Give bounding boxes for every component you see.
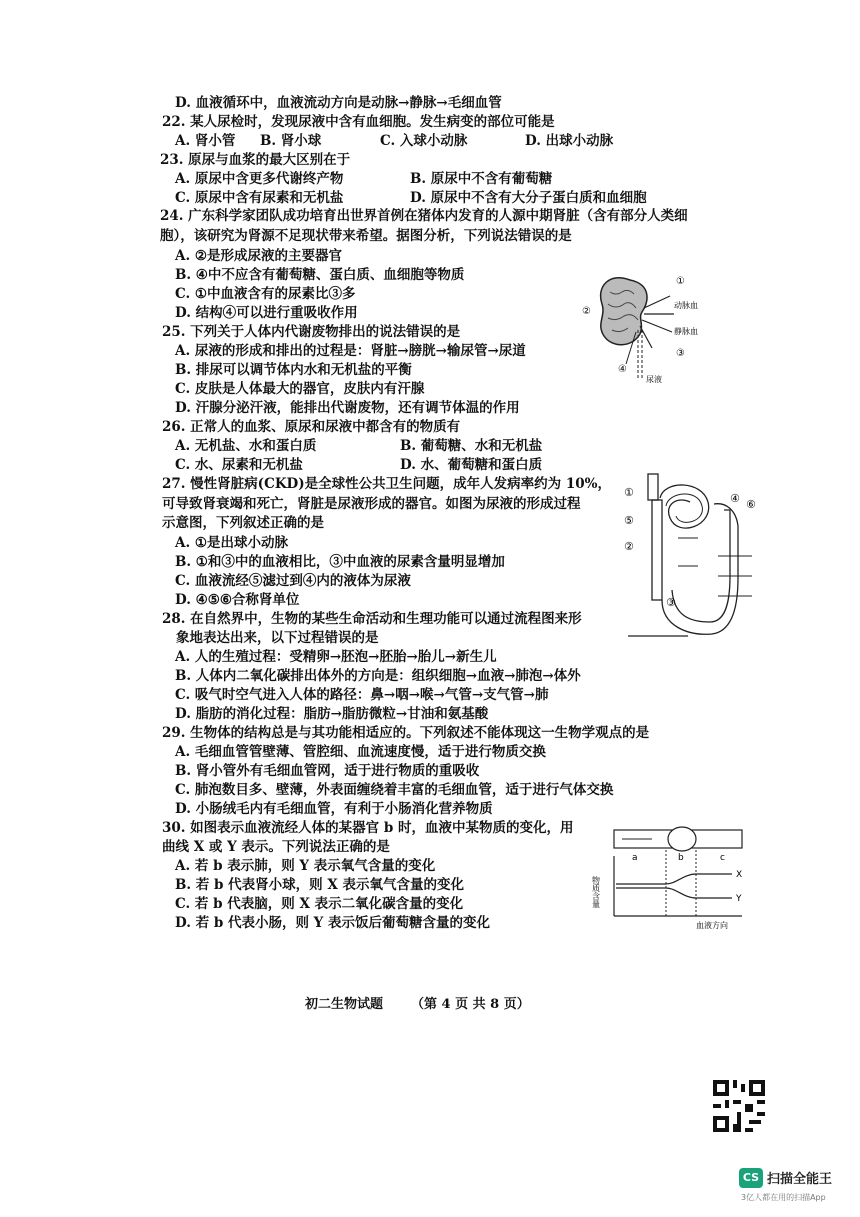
text-line: A. 尿液的形成和排出的过程是：肾脏→膀胱→输尿管→尿道 [175, 343, 526, 359]
text-line: B. 排尿可以调节体内水和无机盐的平衡 [175, 362, 412, 378]
text-line: 26. 正常人的血浆、原尿和尿液中都含有的物质有 [162, 419, 461, 435]
nephron-label-1: ① [624, 486, 634, 499]
text-line: 27. 慢性肾脏病(CKD)是全球性公共卫生问题，成年人发病率约为 10%， [162, 476, 611, 492]
substance-graph-figure [592, 826, 752, 936]
scanner-logo: CS [739, 1168, 763, 1188]
answer-option: D. 出球小动脉 [525, 133, 614, 149]
kidney-label-3: ③ [676, 348, 685, 359]
text-line: C. 血液流经⑤滤过到④内的液体为尿液 [175, 573, 411, 589]
text-line: 24. 广东科学家团队成功培育出世界首例在猪体内发育的人源中期肾脏（含有部分人类细 [160, 208, 688, 224]
text-line: A. ②是形成尿液的主要器官 [175, 248, 342, 264]
text-line: B. 若 b 代表肾小球，则 X 表示氧气含量的变化 [175, 877, 465, 893]
nephron-label-2: ② [624, 540, 634, 553]
text-line: A. 若 b 表示肺，则 Y 表示氧气含量的变化 [175, 858, 436, 874]
footer-page-number: （第 4 页 共 8 页） [411, 997, 530, 1012]
kidney-shape [601, 278, 647, 345]
footer-subject: 初二生物试题 [305, 997, 384, 1012]
curve-x-label: X [736, 870, 743, 880]
text-line: D. 小肠绒毛内有毛细血管，有利于小肠消化营养物质 [175, 801, 493, 817]
text-line: 28. 在自然界中，生物的某些生命活动和生理功能可以通过流程图来形 [162, 611, 582, 627]
kidney-label-vein: 静脉血 [674, 327, 698, 336]
text-line: D. 脂肪的消化过程：脂肪→脂肪微粒→甘油和氨基酸 [175, 706, 489, 722]
curve-y-label: Y [736, 894, 742, 904]
text-line: D. ④⑤⑥合称肾单位 [175, 592, 300, 608]
answer-option: B. 原尿中不含有葡萄糖 [410, 171, 553, 187]
text-line: 25. 下列关于人体内代谢废物排出的说法错误的是 [162, 324, 461, 340]
text-line: B. ④中不应含有葡萄糖、蛋白质、血细胞等物质 [175, 267, 465, 283]
text-line: 23. 原尿与血浆的最大区别在于 [160, 152, 351, 168]
text-line: C. 皮肤是人体最大的器官，皮肤内有汗腺 [175, 381, 425, 397]
text-line: A. ①是出球小动脉 [175, 535, 288, 551]
text-line: 29. 生物体的结构总是与其功能相适应的。下列叙述不能体现这一生物学观点的是 [162, 725, 650, 741]
qr-code [713, 1080, 765, 1132]
text-line: D. 血液循环中，血液流动方向是动脉→静脉→毛细血管 [175, 95, 502, 111]
text-line: D. 若 b 代表小肠，则 Y 表示饭后葡萄糖含量的变化 [175, 915, 491, 931]
text-line: 可导致肾衰竭和死亡，肾脏是尿液形成的器官。如图为尿液的形成过程 [162, 496, 581, 512]
text-line: 示意图，下列叙述正确的是 [162, 515, 324, 531]
text-line: B. 人体内二氧化碳排出体外的方向是：组织细胞→血液→肺泡→体外 [175, 668, 581, 684]
text-line: A. 人的生殖过程：受精卵→胚泡→胚胎→胎儿→新生儿 [175, 649, 497, 665]
answer-option: B. 肾小球 [260, 133, 322, 149]
answer-option: A. 无机盐、水和蛋白质 [175, 438, 317, 454]
text-line: C. 肺泡数目多、壁薄，外表面缠绕着丰富的毛细血管，适于进行气体交换 [175, 782, 614, 798]
text-line: A. 毛细血管管壁薄、管腔细、血流速度慢，适于进行物质交换 [175, 744, 546, 760]
segment-a: a [632, 853, 638, 863]
text-line: B. ①和③中的血液相比，③中血液的尿素含量明显增加 [175, 554, 505, 570]
text-line: D. 汗腺分泌汗液，能排出代谢废物，还有调节体温的作用 [175, 400, 520, 416]
text-line: C. 若 b 代表脑，则 X 表示二氧化碳含量的变化 [175, 896, 464, 912]
text-line: 22. 某人尿检时，发现尿液中含有血细胞。发生病变的部位可能是 [162, 114, 555, 130]
text-line: C. 吸气时空气进入人体的路径：鼻→咽→喉→气管→支气管→肺 [175, 687, 549, 703]
nephron-label-3: ③ [666, 596, 676, 609]
graph-ylabel: 物质含量 [591, 876, 601, 908]
curve-y [616, 888, 732, 898]
nephron-label-6: ⑥ [746, 498, 756, 511]
kidney-figure [580, 268, 698, 398]
answer-option: C. 原尿中含有尿素和无机盐 [175, 190, 344, 206]
answer-option: C. 入球小动脉 [380, 133, 468, 149]
page-footer [305, 993, 530, 1012]
kidney-label-urine: 尿液 [646, 375, 662, 384]
scanner-watermark [739, 1166, 849, 1206]
text-line: 胞），该研究为肾源不足现状带来希望。据图分析，下列说法错误的是 [160, 228, 572, 244]
segment-b: b [678, 853, 684, 863]
answer-option: B. 葡萄糖、水和无机盐 [400, 438, 543, 454]
segment-c: c [720, 853, 725, 863]
text-line: 象地表达出来，以下过程错误的是 [176, 630, 379, 646]
graph-xlabel: 血液方向 [696, 921, 728, 930]
text-line: C. ①中血液含有的尿素比③多 [175, 286, 356, 302]
nephron-figure [618, 466, 768, 646]
answer-option: D. 原尿中不含有大分子蛋白质和血细胞 [410, 190, 647, 206]
kidney-label-artery: 动脉血 [674, 301, 698, 310]
answer-option: A. 原尿中含更多代谢终产物 [175, 171, 344, 187]
text-line: 曲线 X 或 Y 表示。下列说法正确的是 [162, 839, 390, 855]
text-line: B. 肾小管外有毛细血管网，适于进行物质的重吸收 [175, 763, 480, 779]
nephron-label-4: ④ [730, 492, 740, 505]
kidney-label-1: ① [676, 276, 685, 287]
scanner-slogan: 3亿人都在用的扫描App [741, 1193, 826, 1202]
answer-option: D. 水、葡萄糖和蛋白质 [400, 457, 543, 473]
answer-option: C. 水、尿素和无机盐 [175, 457, 303, 473]
nephron-label-5: ⑤ [624, 514, 634, 527]
answer-option: A. 肾小管 [175, 133, 236, 149]
kidney-label-4: ④ [618, 364, 627, 375]
kidney-label-2: ② [582, 306, 591, 317]
text-line: D. 结构④可以进行重吸收作用 [175, 305, 358, 321]
curve-x [616, 874, 732, 884]
text-line: 30. 如图表示血液流经人体的某器官 b 时，血液中某物质的变化，用 [162, 820, 574, 836]
scanner-app-name: 扫描全能王 [767, 1172, 833, 1187]
